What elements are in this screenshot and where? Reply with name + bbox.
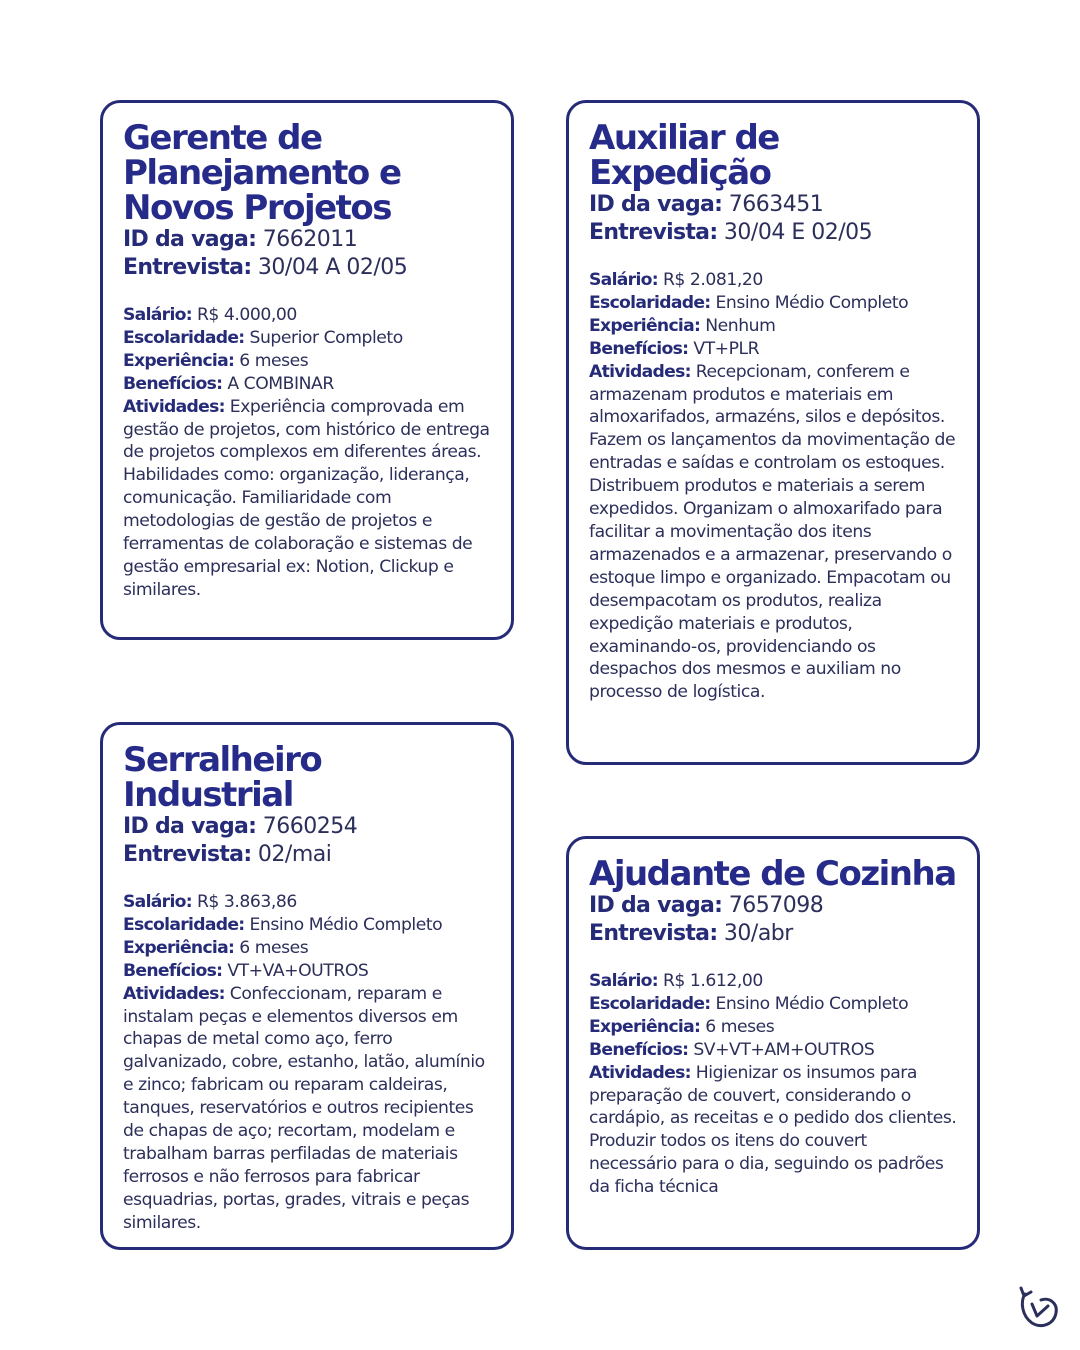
job-benefits: Benefícios: VT+PLR bbox=[589, 338, 760, 359]
job-title: Auxiliar de Expedição bbox=[589, 118, 779, 193]
job-education: Escolaridade: Superior Completo bbox=[123, 327, 403, 348]
job-card-gerente bbox=[100, 100, 514, 640]
job-id: ID da vaga: 7657098 bbox=[589, 893, 824, 918]
job-id: ID da vaga: 7660254 bbox=[123, 814, 358, 839]
job-experience: Experiência: 6 meses bbox=[589, 1016, 775, 1037]
job-details bbox=[123, 891, 491, 1235]
job-details bbox=[123, 304, 491, 602]
job-activities: Atividades: Confeccionam, reparam e instalam peças e elementos diversos em chapas de metal como aço, ferro galvanizado, cobre, estanho, latão, alumínio e zinco; fabricam ou reparam caldeiras, tanques, reservatórios e outros recipientes de chapas de aço; recortam, modelam e trabalham barras perfiladas de materiais ferrosos e não ferrosos para fabricar esquadrias, portas, grades, vitrais e peças similares. bbox=[123, 983, 485, 1233]
job-experience: Experiência: 6 meses bbox=[123, 937, 309, 958]
job-card-ajudante bbox=[566, 836, 980, 1250]
job-salary: Salário: R$ 4.000,00 bbox=[123, 305, 297, 325]
job-education: Escolaridade: Ensino Médio Completo bbox=[123, 914, 443, 935]
job-salary: Salário: R$ 3.863,86 bbox=[123, 892, 297, 912]
job-education: Escolaridade: Ensino Médio Completo bbox=[589, 292, 909, 313]
job-title: Serralheiro Industrial bbox=[123, 740, 322, 815]
job-experience: Experiência: Nenhum bbox=[589, 315, 776, 336]
job-details bbox=[589, 269, 957, 704]
job-benefits: Benefícios: SV+VT+AM+OUTROS bbox=[589, 1039, 875, 1060]
job-benefits: Benefícios: A COMBINAR bbox=[123, 373, 334, 394]
job-activities: Atividades: Higienizar os insumos para preparação de couvert, considerando o cardápio, as receitas e o pedido dos clientes. Produzir todos os itens do couvert necessário para o dia, seguindo os padrões da ficha técnica bbox=[589, 1062, 957, 1198]
job-card-auxiliar bbox=[566, 100, 980, 765]
job-title: Ajudante de Cozinha bbox=[589, 854, 956, 894]
job-education: Escolaridade: Ensino Médio Completo bbox=[589, 993, 909, 1014]
job-interview: Entrevista: 30/04 A 02/05 bbox=[123, 255, 408, 280]
job-details bbox=[589, 970, 957, 1199]
job-experience: Experiência: 6 meses bbox=[123, 350, 309, 371]
job-interview: Entrevista: 30/abr bbox=[589, 921, 793, 946]
job-activities: Atividades: Experiência comprovada em gestão de projetos, com histórico de entrega de projetos complexos em diferentes áreas. Habilidades como: organização, liderança, comunicação. Familiaridade com metodologias de gestão de projetos e ferramentas de colaboração e sistemas de gestão empresarial ex: Notion, Clickup e similares. bbox=[123, 396, 490, 600]
job-interview: Entrevista: 30/04 E 02/05 bbox=[589, 220, 873, 245]
job-id: ID da vaga: 7663451 bbox=[589, 192, 824, 217]
job-activities: Atividades: Recepcionam, conferem e armazenam produtos e materiais em almoxarifados, armazéns, silos e depósitos. Fazem os lançamentos da movimentação de entradas e saídas e controlam os estoques. Distribuem produtos e materiais a serem expedidos. Organizam o almoxarifado para facilitar a movimentação dos itens armazenados e a armazenar, preservando o estoque limpo e organizado. Empacotam ou desempacotam os produtos, realiza expedição materiais e produtos, examinando-os, providenciando os despachos dos mesmos e auxiliam no processo de logística. bbox=[589, 361, 956, 703]
job-title: Gerente de Planejamento e Novos Projetos bbox=[123, 118, 401, 228]
brand-logo-icon bbox=[1016, 1282, 1060, 1332]
job-card-serralheiro bbox=[100, 722, 514, 1250]
job-benefits: Benefícios: VT+VA+OUTROS bbox=[123, 960, 369, 981]
job-salary: Salário: R$ 1.612,00 bbox=[589, 971, 763, 991]
job-id: ID da vaga: 7662011 bbox=[123, 227, 358, 252]
job-interview: Entrevista: 02/mai bbox=[123, 842, 332, 867]
job-salary: Salário: R$ 2.081,20 bbox=[589, 270, 763, 290]
